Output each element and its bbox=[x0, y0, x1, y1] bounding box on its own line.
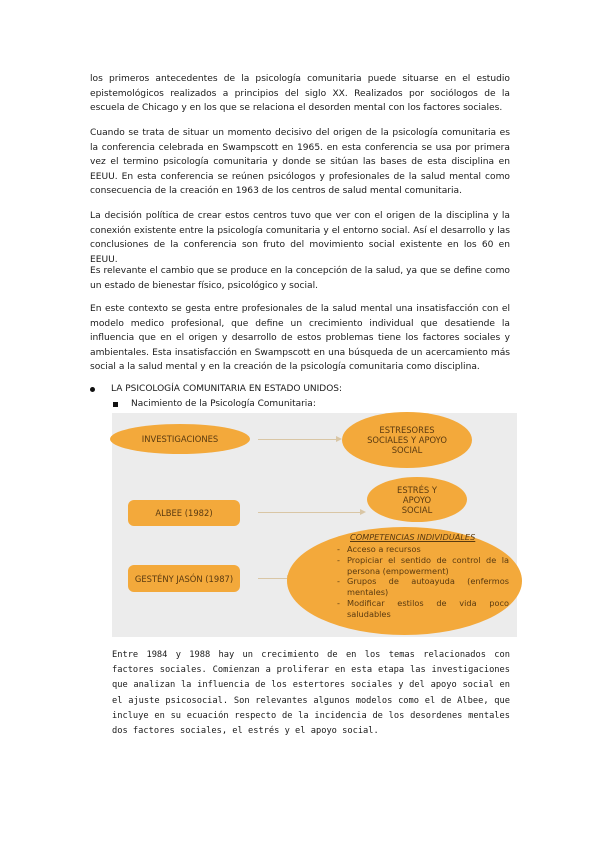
gesteny-label: GESTÉNY JASÓN (1987) bbox=[134, 573, 234, 584]
section-heading: LA PSICOLOGÍA COMUNITARIA EN ESTADO UNIDOS: bbox=[111, 384, 343, 394]
estresores-node bbox=[342, 412, 472, 468]
competencias-node bbox=[287, 527, 522, 635]
paragraph-antecedentes: los primeros antecedentes de la psicología comunitaria puede situarse en el estudio epistemológicos realizados a principios del siglo XX. Realizados por sociólogos de la escuela de Chicago y en los que se relaciona el desorden mental con los factores sociales. bbox=[90, 74, 510, 113]
estres-apoyo-label: ESTRÉS Y APOYO SOCIAL bbox=[397, 484, 437, 515]
competencia-item: - Propiciar el sentido de control de la persona (empowerment) bbox=[337, 555, 509, 577]
competencias-list bbox=[337, 544, 509, 620]
competencia-item: - Acceso a recursos bbox=[337, 544, 509, 555]
paragraph-decision-politica: La decisión política de crear estos centros tuvo que ver con el origen de la disciplina y la conexión existente entre la psicología comunitaria y el entorno social. Así el desarrollo y las conclusiones de la conferencia son fruto del movimiento social existente en los 60 en EEUU. bbox=[90, 211, 510, 265]
arrow-investigaciones bbox=[258, 439, 340, 440]
paragraph-swampscott: Cuando se trata de situar un momento decisivo del origen de la psicología comunitaria es la conferencia celebrada en Swampscott en 1965. en esta conferencia se usa por primera vez el termino psicología comunitaria y donde se sitúan las bases de esta disciplina en EEUU. En esta conferencia se reúnen psicólogos y profesionales de la salud mental como consecuencia de la creación en 1963 de los centros de salud mental comunitaria. bbox=[90, 128, 510, 196]
gesteny-node bbox=[128, 565, 240, 592]
competencias-title: COMPETENCIAS INDIVIDUALES bbox=[350, 532, 476, 542]
bullet-square-icon bbox=[113, 402, 118, 407]
arrow-head-icon bbox=[360, 509, 366, 515]
competencia-item: - Grupos de autoayuda (enfermos mentales) bbox=[337, 576, 509, 598]
competencia-item: - Modificar estilos de vida poco saludables bbox=[337, 598, 509, 620]
bullet-dot-icon bbox=[90, 387, 95, 392]
albee-label: ALBEE (1982) bbox=[155, 508, 213, 518]
estresores-label: ESTRESORES SOCIALES Y APOYO SOCIAL bbox=[367, 425, 447, 455]
arrow-albee bbox=[258, 512, 362, 513]
arrow-gesteny bbox=[258, 578, 288, 579]
paragraph-crecimiento-1984: Entre 1984 y 1988 hay un crecimiento de en los temas relacionados con factores sociales. Comienzan a proliferar en esta etapa las investigaciones que analizan la influencia de los estertores sociales y del apoyo social en el ajuste psicosocial. Son relevantes algunos modelos como el de Albee, que incluye en su ecuación respecto de la incidencia de los desordenes mentales dos factores sociales, el estrés y el apoyo social. bbox=[112, 650, 510, 737]
arrow-head-icon bbox=[336, 436, 342, 442]
paragraph-concepcion-salud: Es relevante el cambio que se produce en la concepción de la salud, ya que se define como un estado de bienestar físico, psicológico y social. bbox=[90, 266, 510, 291]
subsection-heading: Nacimiento de la Psicología Comunitaria: bbox=[131, 399, 316, 409]
investigaciones-node bbox=[110, 424, 250, 454]
albee-node bbox=[128, 500, 240, 526]
paragraph-insatisfaccion: En este contexto se gesta entre profesionales de la salud mental una insatisfacción con el modelo medico profesional, que define un crecimiento individual que desatiende la influencia que en el origen y desarrollo de estos problemas tiene los factores sociales y ambientales. Esta insatisfacción en Swampscott en una búsqueda de un acercamiento más social a la salud mental y en la creación de la psicología comunitaria como disciplina. bbox=[90, 304, 510, 372]
estres-apoyo-node bbox=[367, 477, 467, 522]
investigaciones-label: INVESTIGACIONES bbox=[141, 434, 219, 444]
